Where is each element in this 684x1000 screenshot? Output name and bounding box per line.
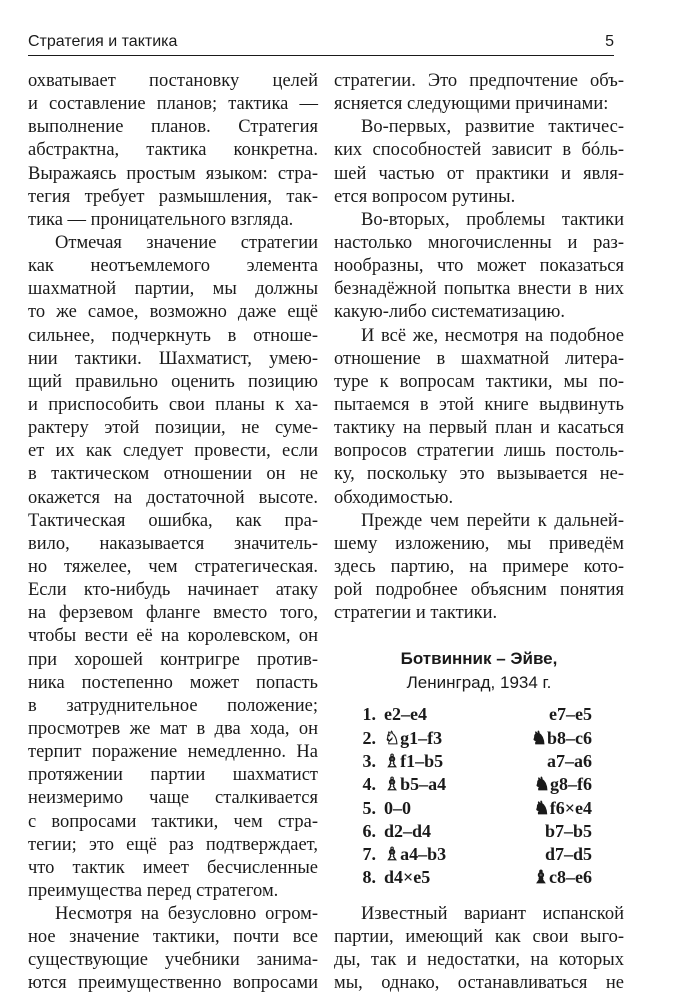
text-line: настолько многочисленны и раз- — [334, 232, 624, 253]
move-row — [334, 773, 624, 796]
text-line: вопросов стратегии лишь постоль- — [334, 441, 624, 462]
text-line: существующие учебники занима- — [28, 950, 318, 971]
text-line: ку, поскольку это вызывается не- — [334, 464, 624, 485]
text-line: ких способностей зависит в бóль- — [334, 140, 624, 161]
text-line: Тактическая ошибка, как пра- — [28, 510, 318, 531]
white-move: d4×e5 — [384, 867, 431, 888]
text-line: отношение в шахматной литера- — [334, 348, 624, 369]
page-number: 5 — [605, 33, 614, 50]
white-move: e2–e4 — [384, 704, 427, 725]
post-game-paragraph — [334, 903, 624, 996]
white-move: ♗a4–b3 — [384, 844, 447, 865]
text-line: тика — проницательного взгляда. — [28, 209, 294, 230]
text-line: шей частью от практики и явля- — [334, 163, 624, 184]
text-line: стратегии и тактики. — [334, 603, 498, 624]
text-line: Во-первых, развитие тактичес- — [361, 117, 624, 138]
white-move: ♗f1–b5 — [384, 750, 444, 771]
game-heading — [334, 647, 624, 695]
text-line: чтобы вести её на королевском, он — [28, 626, 318, 647]
text-line: Прежде чем перейти к дальней- — [361, 510, 624, 531]
move-list — [334, 703, 624, 889]
text-line: мы, однако, останавливаться не — [334, 973, 624, 994]
black-move: e7–e5 — [549, 704, 592, 725]
text-line: вило, наказывается значитель- — [28, 533, 318, 554]
move-number: 7. — [362, 844, 376, 865]
text-line: Если кто-нибудь начинает атаку — [28, 580, 318, 601]
text-line: в тактическом отношении он не — [28, 464, 318, 485]
game-place-date: Ленинград, 1934 г. — [406, 673, 552, 693]
move-row — [334, 820, 624, 843]
move-row — [334, 843, 624, 866]
text-line: шему изложению, мы приведём — [334, 533, 624, 554]
text-line: ется вопросом рутины. — [334, 186, 516, 207]
text-line: и приспособить свои планы к ха- — [28, 394, 318, 415]
text-line: ника постепенно может попасть — [28, 672, 318, 693]
text-line: абстрактна, тактика конкретна. — [28, 140, 318, 161]
move-number: 8. — [362, 867, 376, 888]
move-row — [334, 797, 624, 820]
left-text-column — [28, 70, 318, 996]
move-row — [334, 866, 624, 889]
white-move: ♗b5–a4 — [384, 774, 447, 795]
white-move: ♘g1–f3 — [384, 727, 443, 748]
running-title: Стратегия и тактика — [28, 33, 178, 50]
text-line: И всё же, несмотря на подобное — [361, 325, 624, 346]
header-rule — [28, 55, 614, 56]
text-line: в затруднительное положение; — [28, 695, 318, 716]
black-move: ♞b8–c6 — [530, 727, 592, 748]
text-line: тактику на первый план и касаться — [334, 418, 624, 439]
black-move: a7–a6 — [547, 750, 592, 771]
move-row — [334, 727, 624, 750]
black-move: b7–b5 — [544, 820, 592, 841]
text-line: ясняется следующими причинами: — [334, 94, 609, 115]
text-line: какую-либо систематизацию. — [334, 302, 565, 323]
text-line: здесь партию, на примере кото- — [334, 556, 624, 577]
text-line: при хорошей контригре против- — [28, 649, 318, 670]
text-line: с вопросами тактики, чем стра- — [28, 811, 318, 832]
text-line: щий правильно оценить позицию — [28, 371, 318, 392]
text-line: нообразны, что может показаться — [334, 256, 624, 277]
text-line: шахматной партии, мы должны — [28, 279, 318, 300]
black-move: ♝c8–e6 — [532, 867, 592, 888]
text-line: нии тактики. Шахматист, умею- — [28, 348, 318, 369]
text-line: рактеру этой позиции, не суме- — [28, 418, 318, 439]
text-line: Несмотря на безусловно огром- — [55, 904, 318, 925]
text-line: терпит поражение немедленно. На — [28, 742, 318, 763]
move-row — [334, 703, 624, 726]
black-move: d7–d5 — [544, 844, 592, 865]
move-number: 4. — [362, 774, 376, 795]
move-row — [334, 750, 624, 773]
text-line: но тяжелее, чем стратегическая. — [28, 556, 318, 577]
text-line: рой подробнее объясним понятия — [334, 580, 624, 601]
text-line: и составление планов; тактика — — [28, 94, 318, 115]
text-line: тегия требует размышления, так- — [28, 186, 318, 207]
text-line: пытаемся в этой книге выдвинуть — [334, 394, 624, 415]
text-line: партии, имеющий как свои выго- — [334, 926, 624, 947]
text-line: охватывает постановку целей — [28, 71, 318, 91]
text-line: на ферзевом фланге вместо того, — [28, 603, 318, 624]
text-line: преимущества перед стратегом. — [28, 880, 279, 901]
text-line: безнадёжной попытка внести в них — [334, 279, 624, 300]
text-line: Известный вариант испанской — [361, 903, 624, 924]
game-players: Ботвинник – Эйве, — [400, 649, 558, 669]
text-line: как неотъемлемого элемента — [28, 256, 318, 277]
text-line: тегии; это ещё раз подтверждает, — [28, 834, 318, 855]
black-move: ♞g8–f6 — [533, 774, 592, 795]
text-line: ет их как следует провести, если — [28, 441, 318, 462]
text-line: ды, так и недостатки, на которых — [334, 950, 624, 971]
move-number: 6. — [362, 820, 376, 841]
text-line: стратегии. Это предпочтение объ- — [334, 71, 624, 91]
text-line: окажется на достаточной высоте. — [28, 487, 318, 508]
text-line: протяжении партии шахматист — [28, 765, 318, 786]
page-header — [28, 33, 614, 55]
text-line: Выражаясь простым языком: стра- — [28, 163, 318, 184]
move-number: 2. — [362, 727, 376, 748]
text-line: что тактик имеет бесчисленные — [28, 857, 318, 878]
white-move: 0–0 — [384, 797, 411, 818]
text-line: выполнение планов. Стратегия — [28, 117, 318, 138]
text-line: то же самое, возможно даже ещё — [28, 302, 318, 323]
black-move: ♞f6×e4 — [533, 797, 592, 818]
right-text-column — [334, 70, 624, 995]
white-move: d2–d4 — [384, 820, 432, 841]
text-line: ются преимущественно вопросами — [28, 973, 318, 994]
text-line: сильнее, подчеркнуть в отноше- — [28, 325, 318, 346]
right-column-paragraphs — [334, 70, 624, 625]
text-line: просмотрев же мат в два хода, он — [28, 718, 318, 739]
move-number: 3. — [362, 750, 376, 771]
text-line: неизмеримо чаще сталкивается — [28, 788, 318, 809]
move-number: 1. — [362, 704, 376, 725]
text-line: Во-вторых, проблемы тактики — [361, 209, 624, 230]
text-line: обходимостью. — [334, 487, 454, 508]
text-line: ное значение тактики, почти все — [28, 927, 318, 948]
move-number: 5. — [362, 797, 376, 818]
text-line: Отмечая значение стратегии — [55, 232, 318, 253]
text-line: туре к вопросам тактики, мы по- — [334, 371, 624, 392]
